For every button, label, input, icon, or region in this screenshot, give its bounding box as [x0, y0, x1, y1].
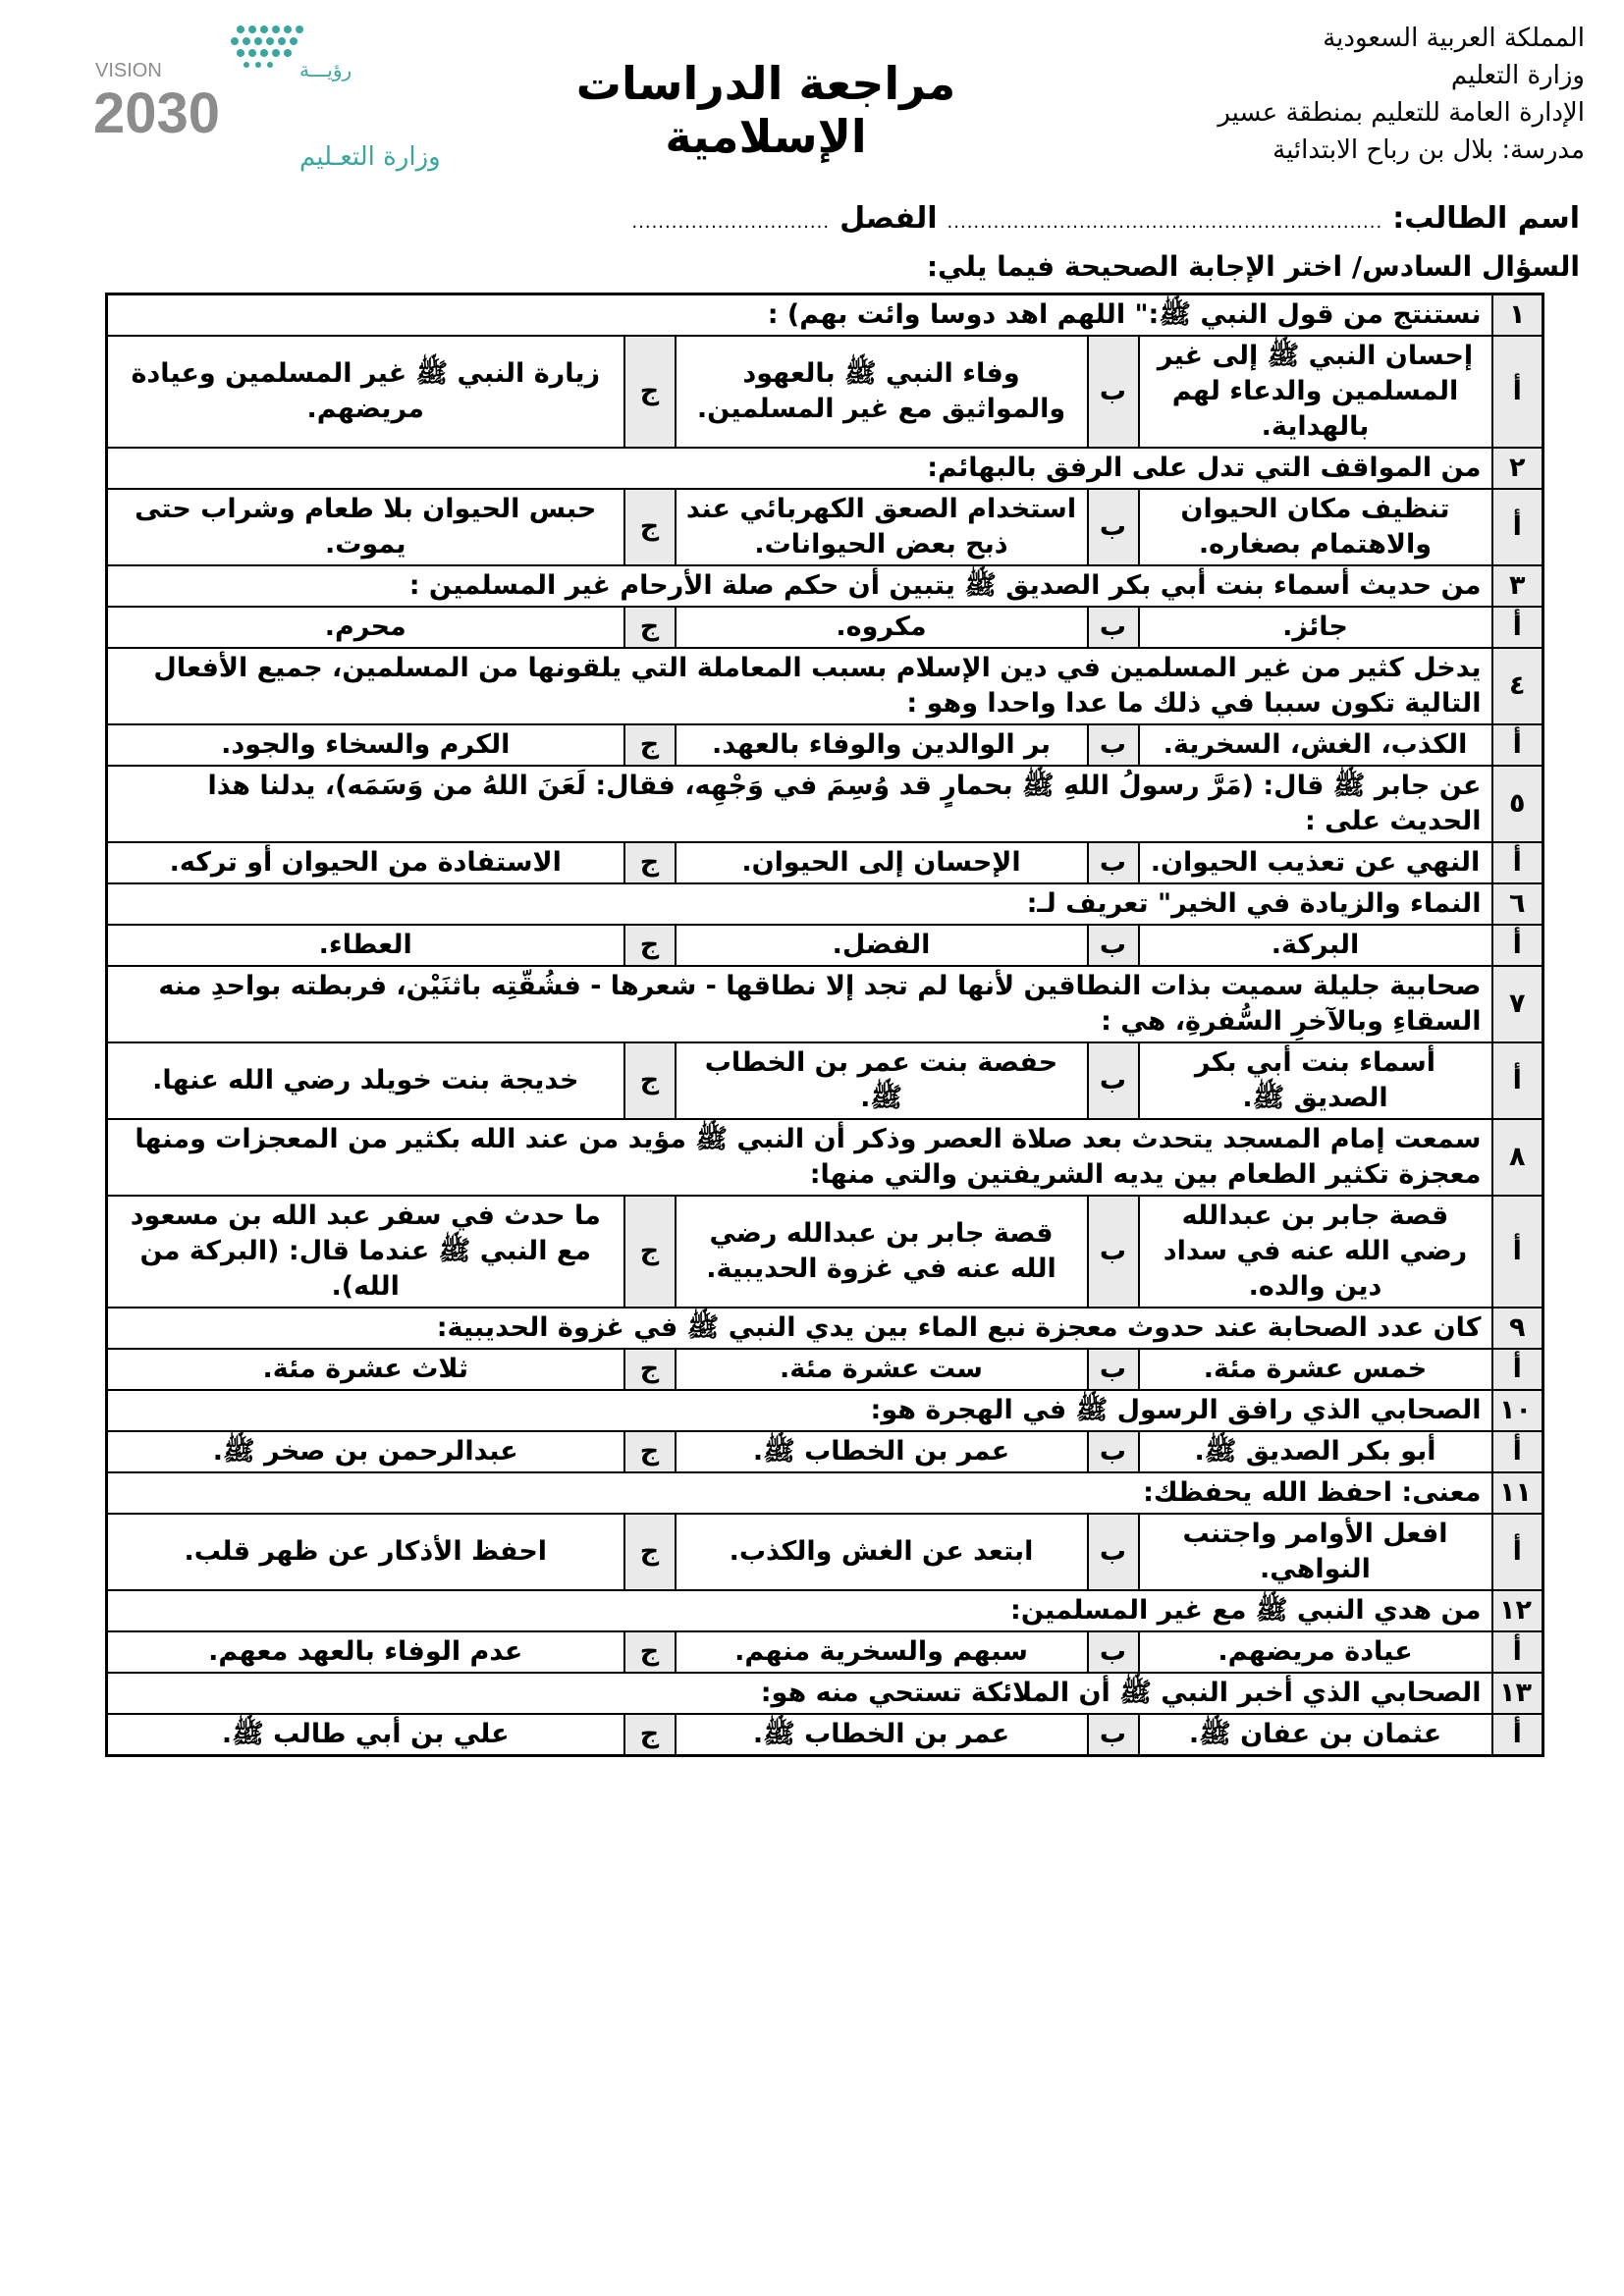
- option-letter-a: أ: [1492, 1349, 1543, 1390]
- option-letter-b: ب: [1088, 1196, 1139, 1308]
- option-letter-a: أ: [1492, 336, 1543, 448]
- option-letter-b: ب: [1088, 1042, 1139, 1119]
- option-letter-c: ج: [624, 607, 676, 648]
- option-letter-b: ب: [1088, 842, 1139, 883]
- options-row: [107, 336, 1543, 448]
- question-row: [107, 1308, 1543, 1349]
- option-a[interactable]: إحسان النبي ﷺ إلى غير المسلمين والدعاء لهم بالهداية.: [1139, 336, 1492, 448]
- option-letter-c: ج: [624, 925, 676, 966]
- option-letter-b: ب: [1088, 724, 1139, 766]
- option-b[interactable]: وفاء النبي ﷺ بالعهود والمواثيق مع غير المسلمين.: [676, 336, 1088, 448]
- option-c[interactable]: حبس الحيوان بلا طعام وشراب حتى يموت.: [107, 489, 624, 565]
- question-row: [107, 565, 1543, 607]
- option-letter-a: أ: [1492, 1514, 1543, 1590]
- question-number: ٢: [1492, 448, 1543, 489]
- option-a[interactable]: قصة جابر بن عبدالله رضي الله عنه في سداد دين والده.: [1139, 1196, 1492, 1308]
- question-number: ٤: [1492, 648, 1543, 724]
- header-info: [1035, 20, 1585, 169]
- question-text: عن جابر ﷺ قال: (مَرَّ رسولُ اللهِ ﷺ بحمارٍ قد وُسِمَ في وَجْهِه، فقال: لَعَنَ اللهُ من وَسَمَه)، يدلنا هذا الحديث على :: [107, 766, 1492, 842]
- class-field[interactable]: ..............................: [631, 212, 831, 233]
- option-letter-b: ب: [1088, 1714, 1139, 1756]
- option-letter-b: ب: [1088, 1631, 1139, 1673]
- options-row: [107, 925, 1543, 966]
- option-letter-c: ج: [624, 724, 676, 766]
- student-name-label: اسم الطالب:: [1392, 201, 1580, 236]
- options-row: [107, 1349, 1543, 1390]
- option-a[interactable]: البركة.: [1139, 925, 1492, 966]
- option-b[interactable]: حفصة بنت عمر بن الخطاب ﷺ.: [676, 1042, 1088, 1119]
- question-text: من هدي النبي ﷺ مع غير المسلمين:: [107, 1590, 1492, 1631]
- option-letter-c: ج: [624, 1431, 676, 1472]
- question-text: يدخل كثير من غير المسلمين في دين الإسلام بسبب المعاملة التي يلقونها من المسلمين، جميع الأفعال التالية تكون سببا في ذلك ما عدا واحدا وهو :: [107, 648, 1492, 724]
- option-letter-b: ب: [1088, 1349, 1139, 1390]
- question-text: من المواقف التي تدل على الرفق بالبهائم:: [107, 448, 1492, 489]
- question-number: ١٢: [1492, 1590, 1543, 1631]
- question-number: ١٠: [1492, 1390, 1543, 1431]
- question-row: [107, 966, 1543, 1042]
- option-a[interactable]: عثمان بن عفان ﷺ.: [1139, 1714, 1492, 1756]
- option-b[interactable]: عمر بن الخطاب ﷺ.: [676, 1714, 1088, 1756]
- option-letter-c: ج: [624, 1349, 676, 1390]
- vision-2030-logo-icon: [93, 20, 441, 177]
- options-row: [107, 1714, 1543, 1756]
- option-c[interactable]: عبدالرحمن بن صخر ﷺ.: [107, 1431, 624, 1472]
- option-letter-a: أ: [1492, 607, 1543, 648]
- option-letter-b: ب: [1088, 1431, 1139, 1472]
- svg-text:VISION: VISION: [95, 60, 162, 81]
- option-letter-b: ب: [1088, 925, 1139, 966]
- question-text: كان عدد الصحابة عند حدوث معجزة نبع الماء بين يدي النبي ﷺ في غزوة الحديبية:: [107, 1308, 1492, 1349]
- option-letter-a: أ: [1492, 925, 1543, 966]
- question-text: النماء والزيادة في الخير" تعريف لـ:: [107, 883, 1492, 925]
- option-c[interactable]: احفظ الأذكار عن ظهر قلب.: [107, 1514, 624, 1590]
- option-letter-a: أ: [1492, 489, 1543, 565]
- option-letter-c: ج: [624, 842, 676, 883]
- options-row: [107, 1514, 1543, 1590]
- header-line-kingdom: المملكة العربية السعودية: [1323, 24, 1585, 53]
- option-letter-b: ب: [1088, 1514, 1139, 1590]
- option-b[interactable]: بر الوالدين والوفاء بالعهد.: [676, 724, 1088, 766]
- option-letter-c: ج: [624, 1631, 676, 1673]
- option-b[interactable]: استخدام الصعق الكهربائي عند ذبح بعض الحيوانات.: [676, 489, 1088, 565]
- option-b[interactable]: الإحسان إلى الحيوان.: [676, 842, 1088, 883]
- option-a[interactable]: افعل الأوامر واجتنب النواهي.: [1139, 1514, 1492, 1590]
- option-c[interactable]: خديجة بنت خويلد رضي الله عنها.: [107, 1042, 624, 1119]
- options-row: [107, 1196, 1543, 1308]
- option-letter-c: ج: [624, 1514, 676, 1590]
- option-a[interactable]: جائز.: [1139, 607, 1492, 648]
- option-b[interactable]: الفضل.: [676, 925, 1088, 966]
- question-text: معنى: احفظ الله يحفظك:: [107, 1472, 1492, 1514]
- question-text: سمعت إمام المسجد يتحدث بعد صلاة العصر وذكر أن النبي ﷺ مؤيد من عند الله بكثير من المعجزات ومنها معجزة تكثير الطعام بين يديه الشريفتين والتي منها:: [107, 1119, 1492, 1196]
- question-number: ١٣: [1492, 1673, 1543, 1714]
- svg-text:رؤيـــة: رؤيـــة: [299, 58, 352, 81]
- class-label: الفصل: [839, 201, 938, 236]
- option-letter-a: أ: [1492, 724, 1543, 766]
- option-letter-b: ب: [1088, 489, 1139, 565]
- option-letter-c: ج: [624, 1196, 676, 1308]
- page-title: مراجعة الدراسات الإسلامية: [575, 57, 956, 163]
- question-number: ٨: [1492, 1119, 1543, 1196]
- option-c[interactable]: ما حدث في سفر عبد الله بن مسعود مع النبي ﷺ عندما قال: (البركة من الله).: [107, 1196, 624, 1308]
- option-a[interactable]: عيادة مريضهم.: [1139, 1631, 1492, 1673]
- question-row: [107, 1119, 1543, 1196]
- option-letter-a: أ: [1492, 1196, 1543, 1308]
- question-number: ٦: [1492, 883, 1543, 925]
- question-row: [107, 1673, 1543, 1714]
- header-line-school: مدرسة: بلال بن رباح الابتدائية: [1272, 135, 1585, 165]
- option-a[interactable]: الكذب، الغش، السخرية.: [1139, 724, 1492, 766]
- question-row: [107, 448, 1543, 489]
- option-a[interactable]: خمس عشرة مئة.: [1139, 1349, 1492, 1390]
- svg-text:2030: 2030: [93, 81, 221, 145]
- option-letter-a: أ: [1492, 842, 1543, 883]
- option-b[interactable]: قصة جابر بن عبدالله رضي الله عنه في غزوة الحديبية.: [676, 1196, 1088, 1308]
- ministry-logo: [93, 20, 441, 177]
- exam-table: [105, 293, 1544, 1757]
- question-row: [107, 766, 1543, 842]
- question-row: [107, 1390, 1543, 1431]
- options-row: [107, 1042, 1543, 1119]
- question-text: من حديث أسماء بنت أبي بكر الصديق ﷺ يتبين أن حكم صلة الأرحام غير المسلمين :: [107, 565, 1492, 607]
- question-number: ١١: [1492, 1472, 1543, 1514]
- question-row: [107, 294, 1543, 337]
- option-b[interactable]: سبهم والسخرية منهم.: [676, 1631, 1088, 1673]
- option-a[interactable]: النهي عن تعذيب الحيوان.: [1139, 842, 1492, 883]
- option-a[interactable]: أسماء بنت أبي بكر الصديق ﷺ.: [1139, 1042, 1492, 1119]
- options-row: [107, 489, 1543, 565]
- option-b[interactable]: مكروه.: [676, 607, 1088, 648]
- options-row: [107, 607, 1543, 648]
- option-b[interactable]: عمر بن الخطاب ﷺ.: [676, 1431, 1088, 1472]
- question-number: ٣: [1492, 565, 1543, 607]
- header-line-ministry: وزارة التعليم: [1450, 61, 1585, 90]
- question-row: [107, 1472, 1543, 1514]
- option-letter-a: أ: [1492, 1714, 1543, 1756]
- option-letter-c: ج: [624, 336, 676, 448]
- question-number: ١: [1492, 294, 1543, 337]
- option-c[interactable]: الكرم والسخاء والجود.: [107, 724, 624, 766]
- question-row: [107, 883, 1543, 925]
- student-name-field[interactable]: ..................................................................: [947, 212, 1383, 233]
- question-number: ٩: [1492, 1308, 1543, 1349]
- option-c[interactable]: العطاء.: [107, 925, 624, 966]
- question-row: [107, 648, 1543, 724]
- option-c[interactable]: محرم.: [107, 607, 624, 648]
- option-letter-b: ب: [1088, 607, 1139, 648]
- option-letter-c: ج: [624, 1042, 676, 1119]
- options-row: [107, 724, 1543, 766]
- option-letter-c: ج: [624, 1714, 676, 1756]
- svg-text:وزارة التعـليم: وزارة التعـليم: [299, 142, 441, 172]
- option-b[interactable]: ابتعد عن الغش والكذب.: [676, 1514, 1088, 1590]
- option-letter-a: أ: [1492, 1431, 1543, 1472]
- option-a[interactable]: تنظيف مكان الحيوان والاهتمام بصغاره.: [1139, 489, 1492, 565]
- option-letter-a: أ: [1492, 1042, 1543, 1119]
- option-b[interactable]: ست عشرة مئة.: [676, 1349, 1088, 1390]
- student-info-line: [490, 201, 1580, 236]
- option-c[interactable]: علي بن أبي طالب ﷺ.: [107, 1714, 624, 1756]
- option-letter-b: ب: [1088, 336, 1139, 448]
- question-number: ٧: [1492, 966, 1543, 1042]
- question-row: [107, 1590, 1543, 1631]
- question-text: نستنتج من قول النبي ﷺ:" اللهم اهد دوسا وائت بهم) :: [107, 294, 1492, 337]
- options-row: [107, 842, 1543, 883]
- question-text: الصحابي الذي أخبر النبي ﷺ أن الملائكة تستحي منه هو:: [107, 1673, 1492, 1714]
- option-c[interactable]: الاستفادة من الحيوان أو تركه.: [107, 842, 624, 883]
- options-row: [107, 1431, 1543, 1472]
- options-row: [107, 1631, 1543, 1673]
- header-line-directorate: الإدارة العامة للتعليم بمنطقة عسير: [1218, 98, 1585, 128]
- option-letter-c: ج: [624, 489, 676, 565]
- question-instruction: السؤال السادس/ اختر الإجابة الصحيحة فيما يلي:: [926, 250, 1580, 283]
- option-c[interactable]: ثلاث عشرة مئة.: [107, 1349, 624, 1390]
- option-a[interactable]: أبو بكر الصديق ﷺ.: [1139, 1431, 1492, 1472]
- option-c[interactable]: عدم الوفاء بالعهد معهم.: [107, 1631, 624, 1673]
- option-c[interactable]: زيارة النبي ﷺ غير المسلمين وعيادة مريضهم.: [107, 336, 624, 448]
- option-letter-a: أ: [1492, 1631, 1543, 1673]
- question-text: صحابية جليلة سميت بذات النطاقين لأنها لم تجد إلا نطاقها - شعرها - فشُقّتِه باثنَيْن، فربطته بواحدِ منه السقاءِ وبالآخرِ السُّفرةِ، هي :: [107, 966, 1492, 1042]
- question-text: الصحابي الذي رافق الرسول ﷺ في الهجرة هو:: [107, 1390, 1492, 1431]
- question-number: ٥: [1492, 766, 1543, 842]
